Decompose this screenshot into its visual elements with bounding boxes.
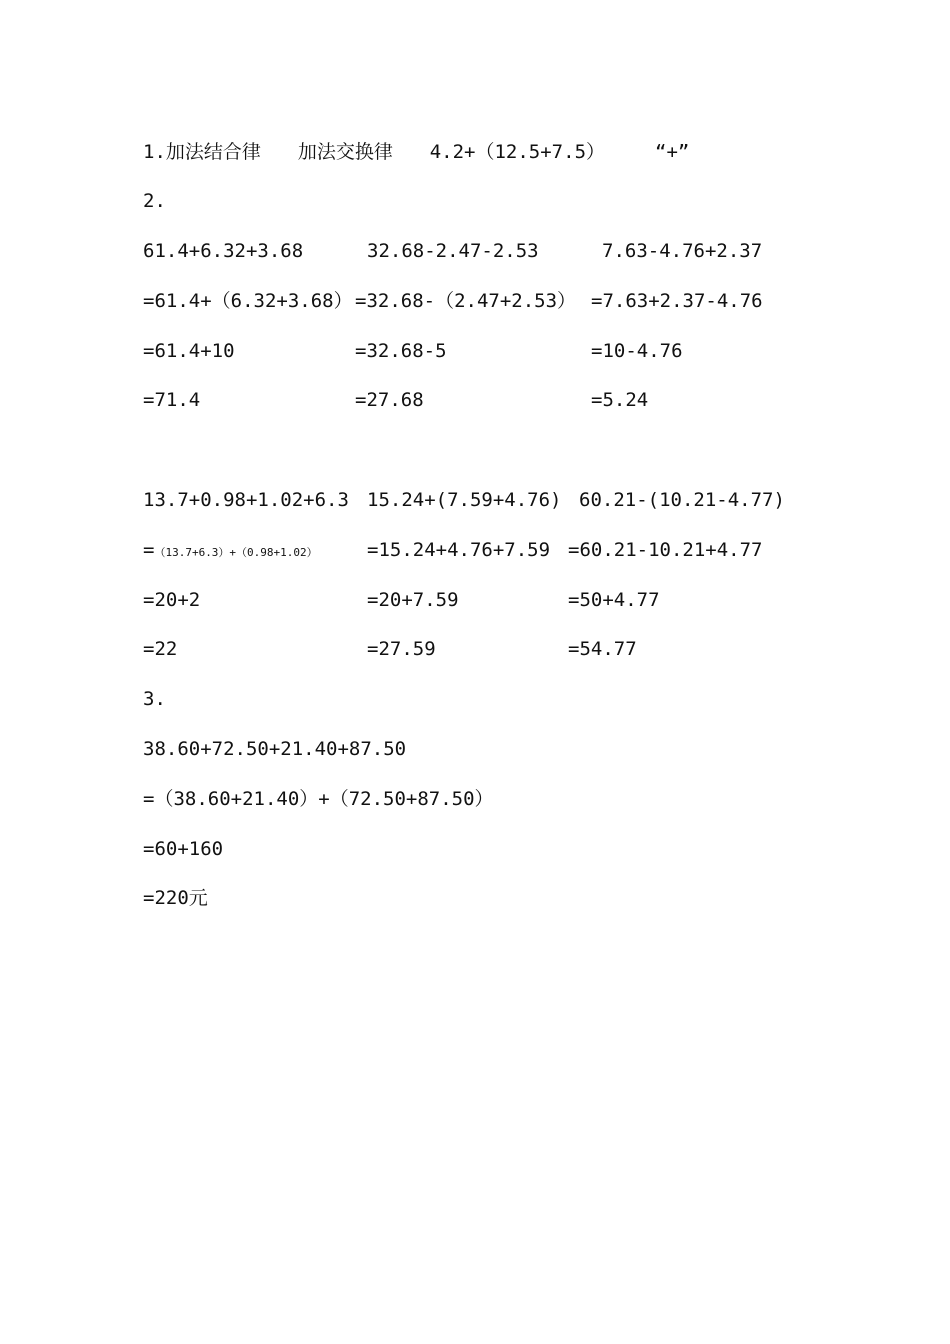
q2-g1-c3-line2: =7.63+2.37-4.76 — [591, 290, 763, 312]
q2-g1-c1-line2: =61.4+（6.32+3.68） — [143, 290, 353, 312]
q3-number: 3. — [143, 688, 166, 710]
q2-g2-c3-line1: 60.21-(10.21-4.77) — [579, 489, 785, 511]
q2-g2-c1-line1: 13.7+0.98+1.02+6.3 — [143, 489, 349, 511]
q2-g2-c2-line1: 15.24+(7.59+4.76) — [367, 489, 562, 511]
q2-g1-c2-line4: =27.68 — [355, 389, 424, 411]
q2-g2-c2-line2: =15.24+4.76+7.59 — [367, 539, 551, 561]
q3-line3: =60+160 — [143, 838, 224, 860]
q2-g2-c1-line3: =20+2 — [143, 589, 201, 611]
q2-g2-c3-line4: =54.77 — [568, 638, 637, 660]
q2-g2-c1-equals: = — [143, 539, 155, 561]
q2-g1-c1-line3: =61.4+10 — [143, 340, 235, 362]
q3-line1: 38.60+72.50+21.40+87.50 — [143, 738, 407, 760]
q2-g1-c2-line1: 32.68-2.47-2.53 — [367, 240, 539, 262]
q2-g2-c3-line3: =50+4.77 — [568, 589, 660, 611]
q2-g2-c1-line4: =22 — [143, 638, 178, 660]
q1-term-commutative: 加法交换律 — [297, 141, 393, 163]
q2-g2-c1-line2 — [143, 538, 318, 565]
q1-number: 1. — [143, 141, 166, 163]
q2-g1-c3-line4: =5.24 — [591, 389, 649, 411]
q2-g2-c2-line3: =20+7.59 — [367, 589, 459, 611]
q1-symbol: “+” — [655, 141, 690, 163]
q3-line2: =（38.60+21.40）+（72.50+87.50） — [143, 788, 494, 810]
q2-number: 2. — [143, 190, 166, 212]
q1-expression: 4.2+（12.5+7.5） — [429, 141, 606, 163]
q2-g2-c1-grouped: （13.7+6.3）+（0.98+1.02） — [154, 546, 318, 559]
q2-g2-c3-line2: =60.21-10.21+4.77 — [568, 539, 763, 561]
q2-g1-c3-line1: 7.63-4.76+2.37 — [602, 240, 763, 262]
q3-line4: =220元 — [143, 887, 208, 909]
q2-g1-c2-line3: =32.68-5 — [355, 340, 447, 362]
q2-g2-c2-line4: =27.59 — [367, 638, 436, 660]
q1-line — [143, 140, 605, 164]
q2-g1-c3-line3: =10-4.76 — [591, 340, 683, 362]
q2-g1-c1-line4: =71.4 — [143, 389, 201, 411]
q2-g1-c2-line2: =32.68-（2.47+2.53） — [355, 290, 577, 312]
q1-term-associative: 加法结合律 — [165, 141, 261, 163]
q2-g1-c1-line1: 61.4+6.32+3.68 — [143, 240, 304, 262]
